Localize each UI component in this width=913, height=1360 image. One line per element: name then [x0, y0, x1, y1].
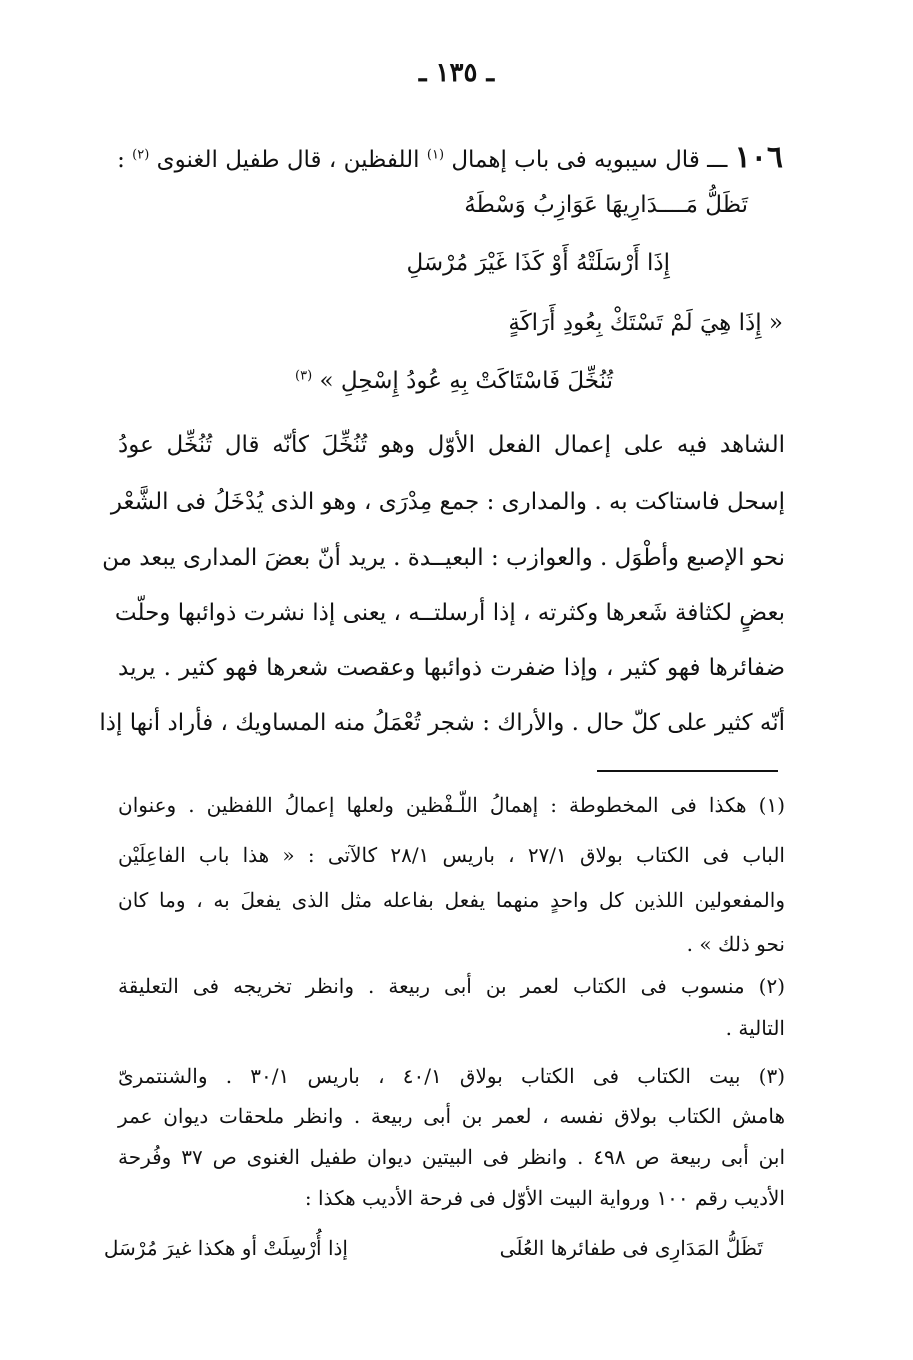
footnote-3-text-1: بيت الكتاب فى الكتاب بولاق ٤٠/١ ، باريس ٣٠/١ . والشنتمرىّ — [118, 1064, 741, 1088]
footnote-separator — [597, 770, 778, 772]
verse-2: إِذَا أَرْسَلَتْهُ أَوْ كَذَا غَيْرَ مُرْسَلِ — [406, 250, 670, 276]
footnote-ref-3: (٣) — [295, 368, 313, 384]
body-line-6: أنّه كثير على كلّ حال . والأراك : شجر تُعْمَلُ منه المساويك ، فأراد أنها إذا — [99, 710, 785, 736]
footnote-3-line-3: ابن أبى ربيعة ص ٤٩٨ . وانظر فى البيتين ديوان طفيل الغنوى ص ٣٧ وفُرحة — [118, 1145, 786, 1169]
footnote-1-line-2: الباب فى الكتاب بولاق ٢٧/١ ، باريس ٢٨/١ كالآتى : « هذا باب الفاعِلَيْن — [118, 843, 785, 867]
page-number: ـ ١٣٥ ـ — [418, 58, 495, 88]
body-line-2: إسحل فاستاكت به . والمدارى : جمع مِدْرَى ، وهو الذى يُدْخَلُ فى الشَّعْر — [110, 489, 785, 515]
footnote-ref-2: (٢) — [132, 147, 150, 163]
footnote-ref-1: (١) — [426, 147, 445, 163]
footnote-3-line-1 — [118, 1064, 785, 1088]
footnote-1-text-1: هكذا فى المخطوطة : إهمالُ اللّـفْظين ولعلها إعمالُ اللفظين . وعنوان — [118, 793, 747, 817]
footnote-3-mark: (٣) — [758, 1064, 786, 1088]
body-line-5: ضفائرها فهو كثير ، وإذا ضفرت ذوائبها وعقصت شعرها فهو كثير . يريد — [118, 655, 785, 681]
entry-number: ١٠٦ — [734, 140, 783, 175]
entry-intro-end: : — [117, 147, 125, 173]
footnote-1-line-3: والمفعولين اللذين كل واحدٍ منهما يفعل بفاعله مثل الذى يفعلَ به ، وما كان — [118, 888, 785, 912]
verse-3: « إِذَا هِيَ لَمْ تَسْتَكْ بِعُودِ أَرَاكَةٍ — [508, 310, 783, 336]
footnote-1-line-1 — [118, 793, 785, 817]
body-line-4: بعضٍ لكثافة شَعرها وكثرته ، إذا أرسلتــه ، يعنى إذا نشرت ذوائبها وحلّت — [114, 600, 785, 626]
entry-intro-cont: اللفظين ، قال طفيل الغنوى — [156, 147, 420, 173]
body-line-1: الشاهد فيه على إعمال الفعل الأوّل وهو تُنُخِّلَ كأنّه قال تُنُخِّل عودُ — [118, 432, 785, 458]
footnote-1-mark: (١) — [758, 793, 785, 817]
body-line-3: نحو الإصبع وأطْوَل . والعوازب : البعيــدة . يريد أنّ بعضَ المدارى يبعد من — [102, 545, 785, 571]
final-verse-hemistich-2: إذا أُرْسِلَتْ أو هكذا غيرَ مُرْسَل — [103, 1236, 348, 1260]
verse-4-text: تُنُخِّلَ فَاسْتَاكَتْ بِهِ عُودُ إِسْحِلِ » — [319, 368, 613, 394]
verse-1: تَظَلُّ مَــــدَارِيهَا عَوَازِبُ وَسْطَهُ — [464, 192, 748, 218]
footnote-2-line-2: التالية . — [725, 1016, 785, 1040]
entry-heading — [117, 140, 783, 175]
footnote-2-text-1: منسوب فى الكتاب لعمر بن أبى ربيعة . وانظر تخريجه فى التعليقة — [118, 974, 745, 998]
verse-4 — [295, 368, 613, 394]
footnote-3-line-2: هامش الكتاب بولاق نفسه ، لعمر بن أبى ربيعة . وانظر ملحقات ديوان عمر — [118, 1104, 785, 1128]
final-verse-hemistich-1: تَظَلُّ المَدَارِى فى طفائرها العُلَى — [499, 1236, 763, 1260]
entry-intro: ـــ قال سيبويه فى باب إهمال — [444, 147, 728, 173]
footnote-2-mark: (٢) — [758, 974, 785, 998]
footnote-3-line-4: الأديب رقم ١٠٠ ورواية البيت الأوّل فى فرحة الأديب هكذا : — [304, 1186, 785, 1210]
footnote-1-line-4: نحو ذلك » . — [686, 932, 785, 956]
footnote-2-line-1 — [118, 974, 785, 998]
